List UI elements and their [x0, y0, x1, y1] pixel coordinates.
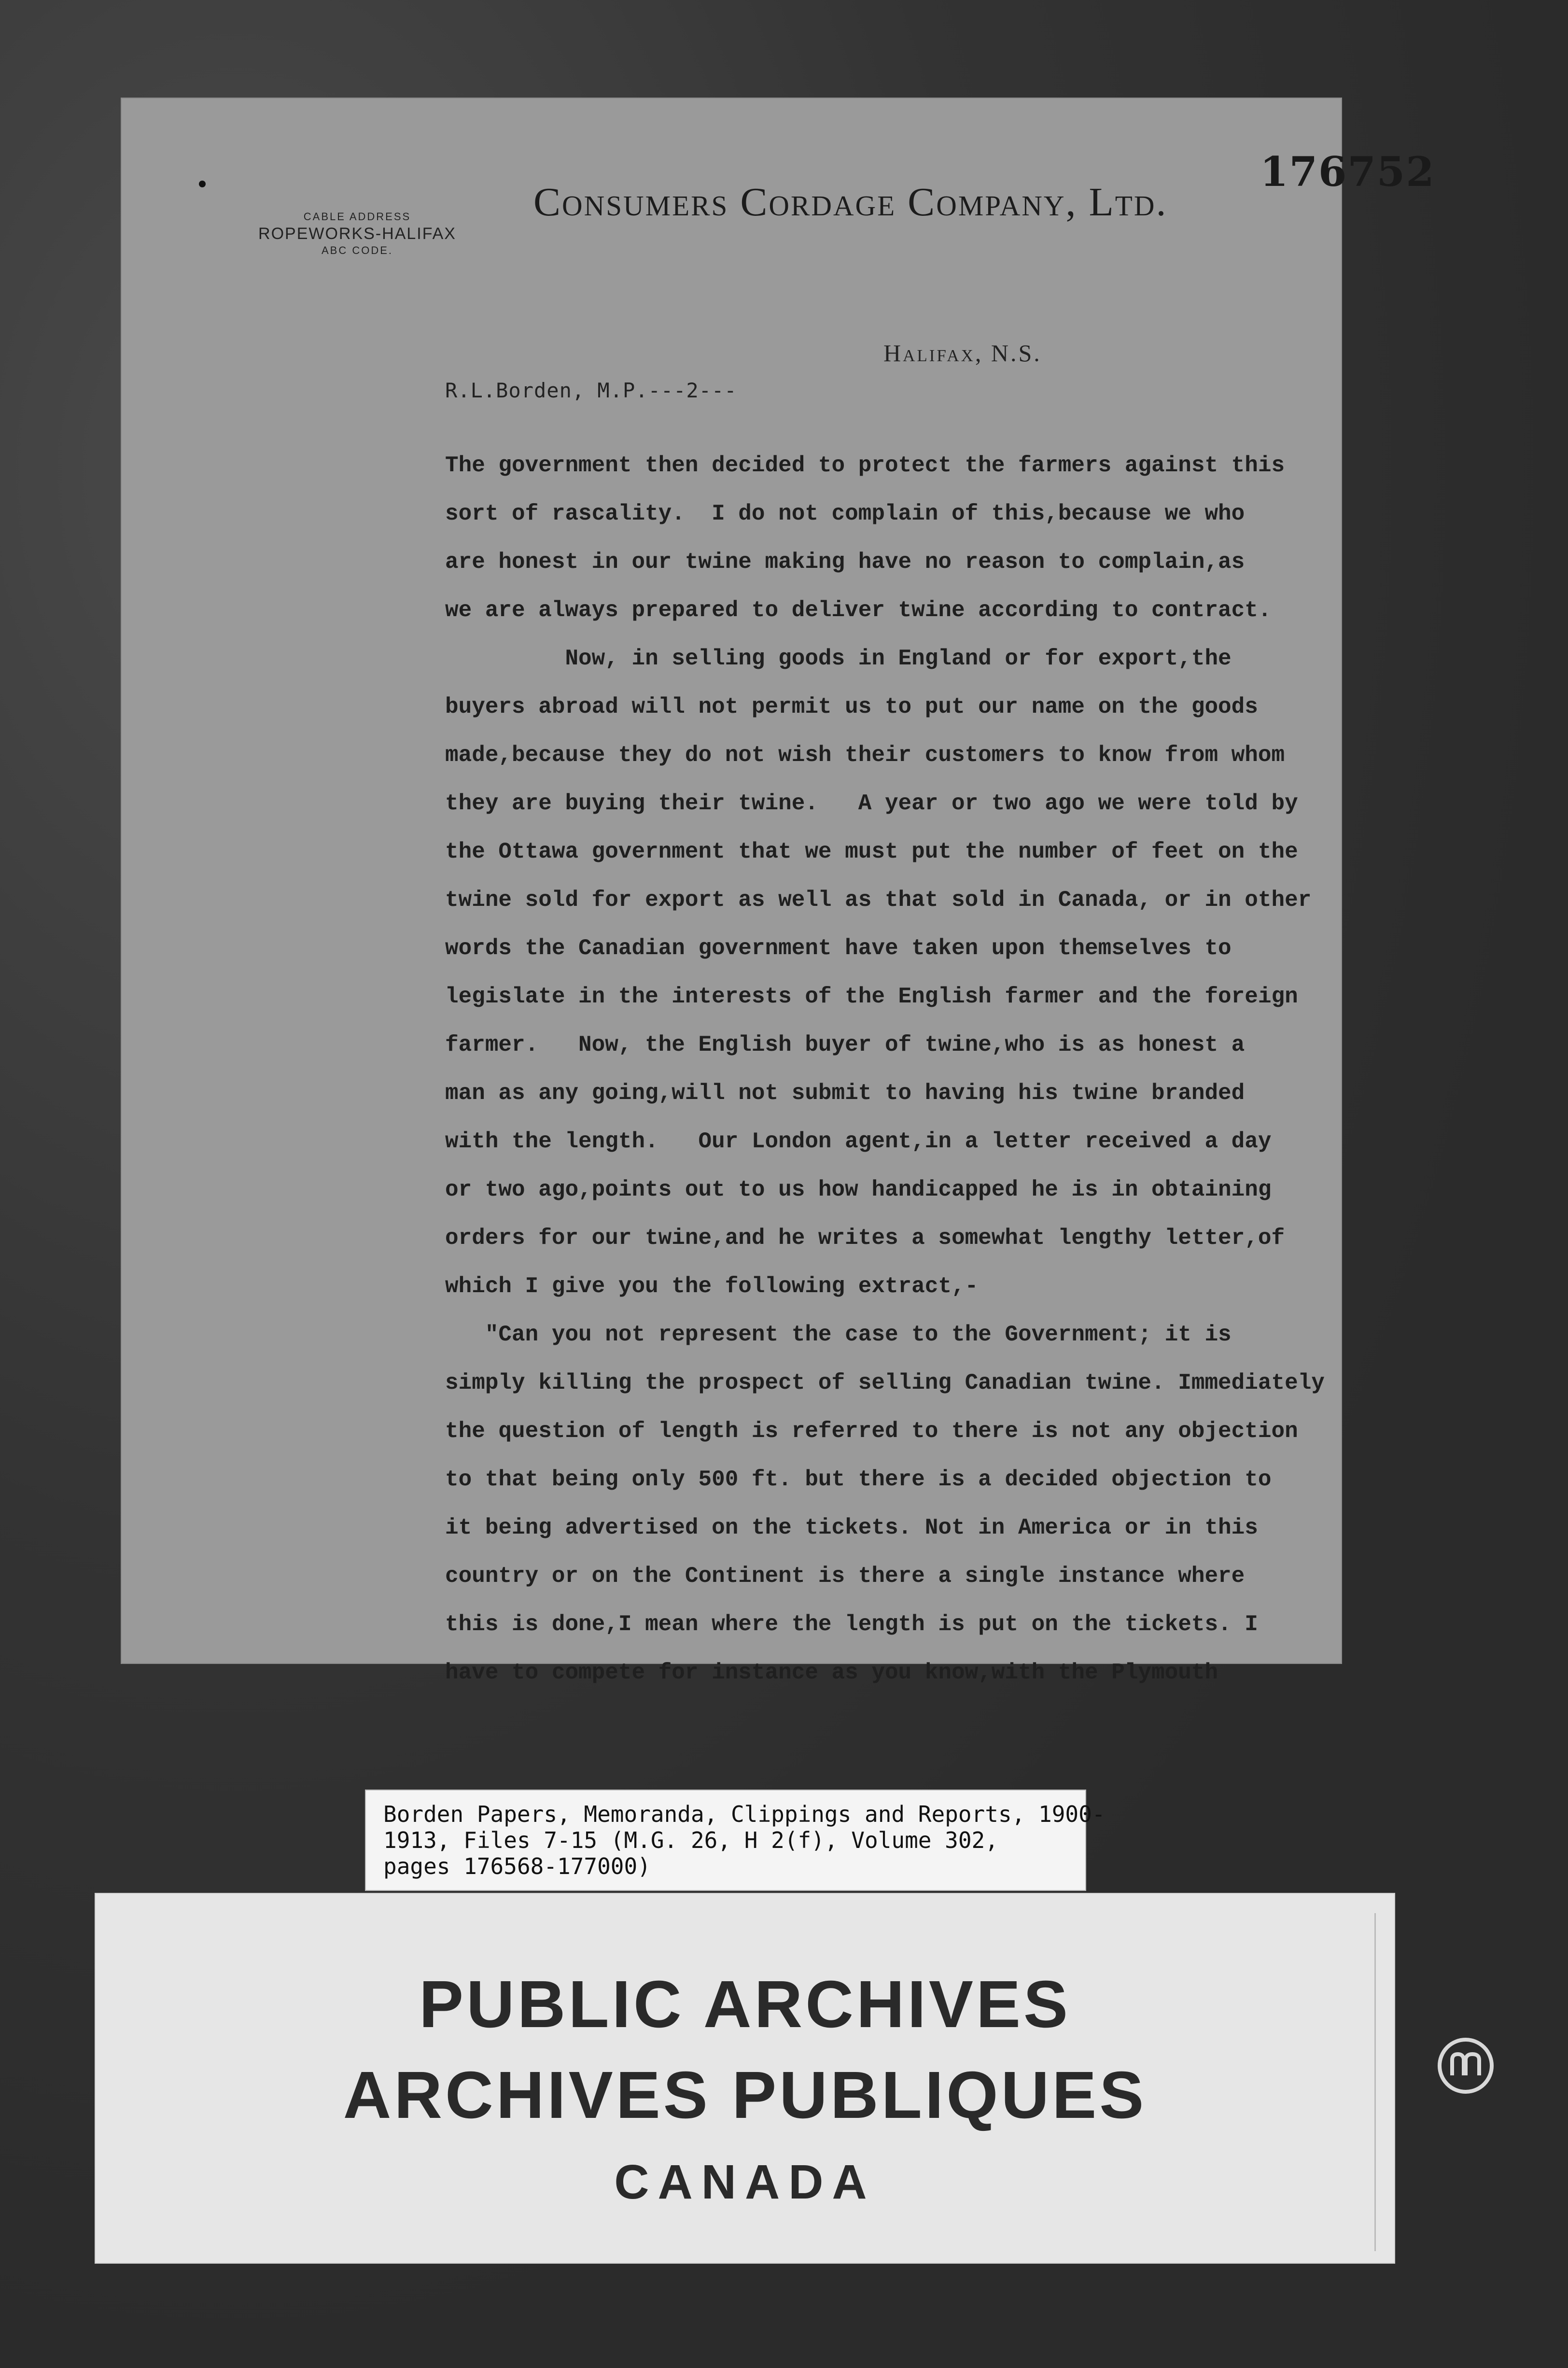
stamp-line-french: ARCHIVES PUBLIQUES [343, 2058, 1147, 2132]
body-line: they are buying their twine. A year or two ago we were told by [445, 791, 1298, 816]
code-label: ABC CODE. [321, 244, 393, 256]
body-line: man as any going,will not submit to having his twine branded [445, 1081, 1245, 1106]
body-line: have to compete for instance as you know,with the Plymouth [445, 1660, 1218, 1685]
body-line: legislate in the interests of the English farmer and the foreign [445, 984, 1298, 1009]
body-line: or two ago,points out to us how handicapped he is in obtaining [445, 1177, 1272, 1202]
body-line: buyers abroad will not permit us to put our name on the goods [445, 694, 1258, 719]
stamp-line-english: PUBLIC ARCHIVES [419, 1967, 1071, 2042]
reference-text [383, 1801, 1106, 1879]
body-line: Now, in selling goods in England or for export,the [445, 646, 1232, 671]
reference-line: pages 176568-177000) [383, 1853, 651, 1879]
body-line: are honest in our twine making have no reason to complain,as [445, 550, 1245, 575]
archives-logo-icon [1437, 2037, 1495, 2095]
body-line: we are always prepared to deliver twine according to contract. [445, 598, 1272, 623]
body-line: the question of length is referred to there is not any objection [445, 1419, 1298, 1444]
company-name: Consumers Cordage Company, Ltd. [533, 180, 1168, 225]
letter-body [445, 441, 1411, 1697]
body-line: country or on the Continent is there a single instance where [445, 1564, 1245, 1589]
body-line: with the length. Our London agent,in a letter received a day [445, 1129, 1272, 1154]
city-name: Halifax, N.S. [883, 339, 1042, 366]
letter-page [121, 98, 1435, 1685]
body-line: The government then decided to protect the farmers against this [445, 453, 1285, 478]
body-line: made,because they do not wish their customers to know from whom [445, 743, 1285, 768]
archives-stamp [95, 1893, 1395, 2264]
body-line: farmer. Now, the English buyer of twine,who is as honest a [445, 1032, 1245, 1057]
body-line: words the Canadian government have taken upon themselves to [445, 936, 1232, 961]
body-line: twine sold for export as well as that sold in Canada, or in other [445, 888, 1312, 913]
cable-label: CABLE ADDRESS [303, 211, 411, 223]
body-line: to that being only 500 ft. but there is a decided objection to [445, 1467, 1272, 1492]
body-line: orders for our twine,and he writes a somewhat lengthy letter,of [445, 1226, 1285, 1251]
body-line: simply killing the prospect of selling Canadian twine. Immediately [445, 1370, 1325, 1395]
body-line: the Ottawa government that we must put the number of feet on the [445, 839, 1298, 864]
reference-card [365, 1790, 1106, 1891]
body-line: this is done,I mean where the length is put on the tickets. I [445, 1612, 1258, 1637]
stamp-line-country: CANADA [614, 2155, 876, 2209]
body-line: it being advertised on the tickets. Not in America or in this [445, 1515, 1258, 1540]
reference-line: Borden Papers, Memoranda, Clippings and Reports, 1900- [383, 1801, 1106, 1827]
body-line: "Can you not represent the case to the Government; it is [445, 1322, 1232, 1347]
body-line: sort of rascality. I do not complain of this,because we who [445, 501, 1245, 526]
punch-mark [199, 181, 206, 187]
body-line: which I give you the following extract,- [445, 1274, 979, 1299]
recipient-line: R.L.Borden, M.P.---2--- [445, 379, 737, 402]
reference-line: 1913, Files 7-15 (M.G. 26, H 2(f), Volume 302, [383, 1827, 998, 1853]
cable-address: ROPEWORKS-HALIFAX [258, 225, 456, 243]
page-number: 176752 [1260, 148, 1435, 196]
cable-address-block [246, 210, 468, 258]
